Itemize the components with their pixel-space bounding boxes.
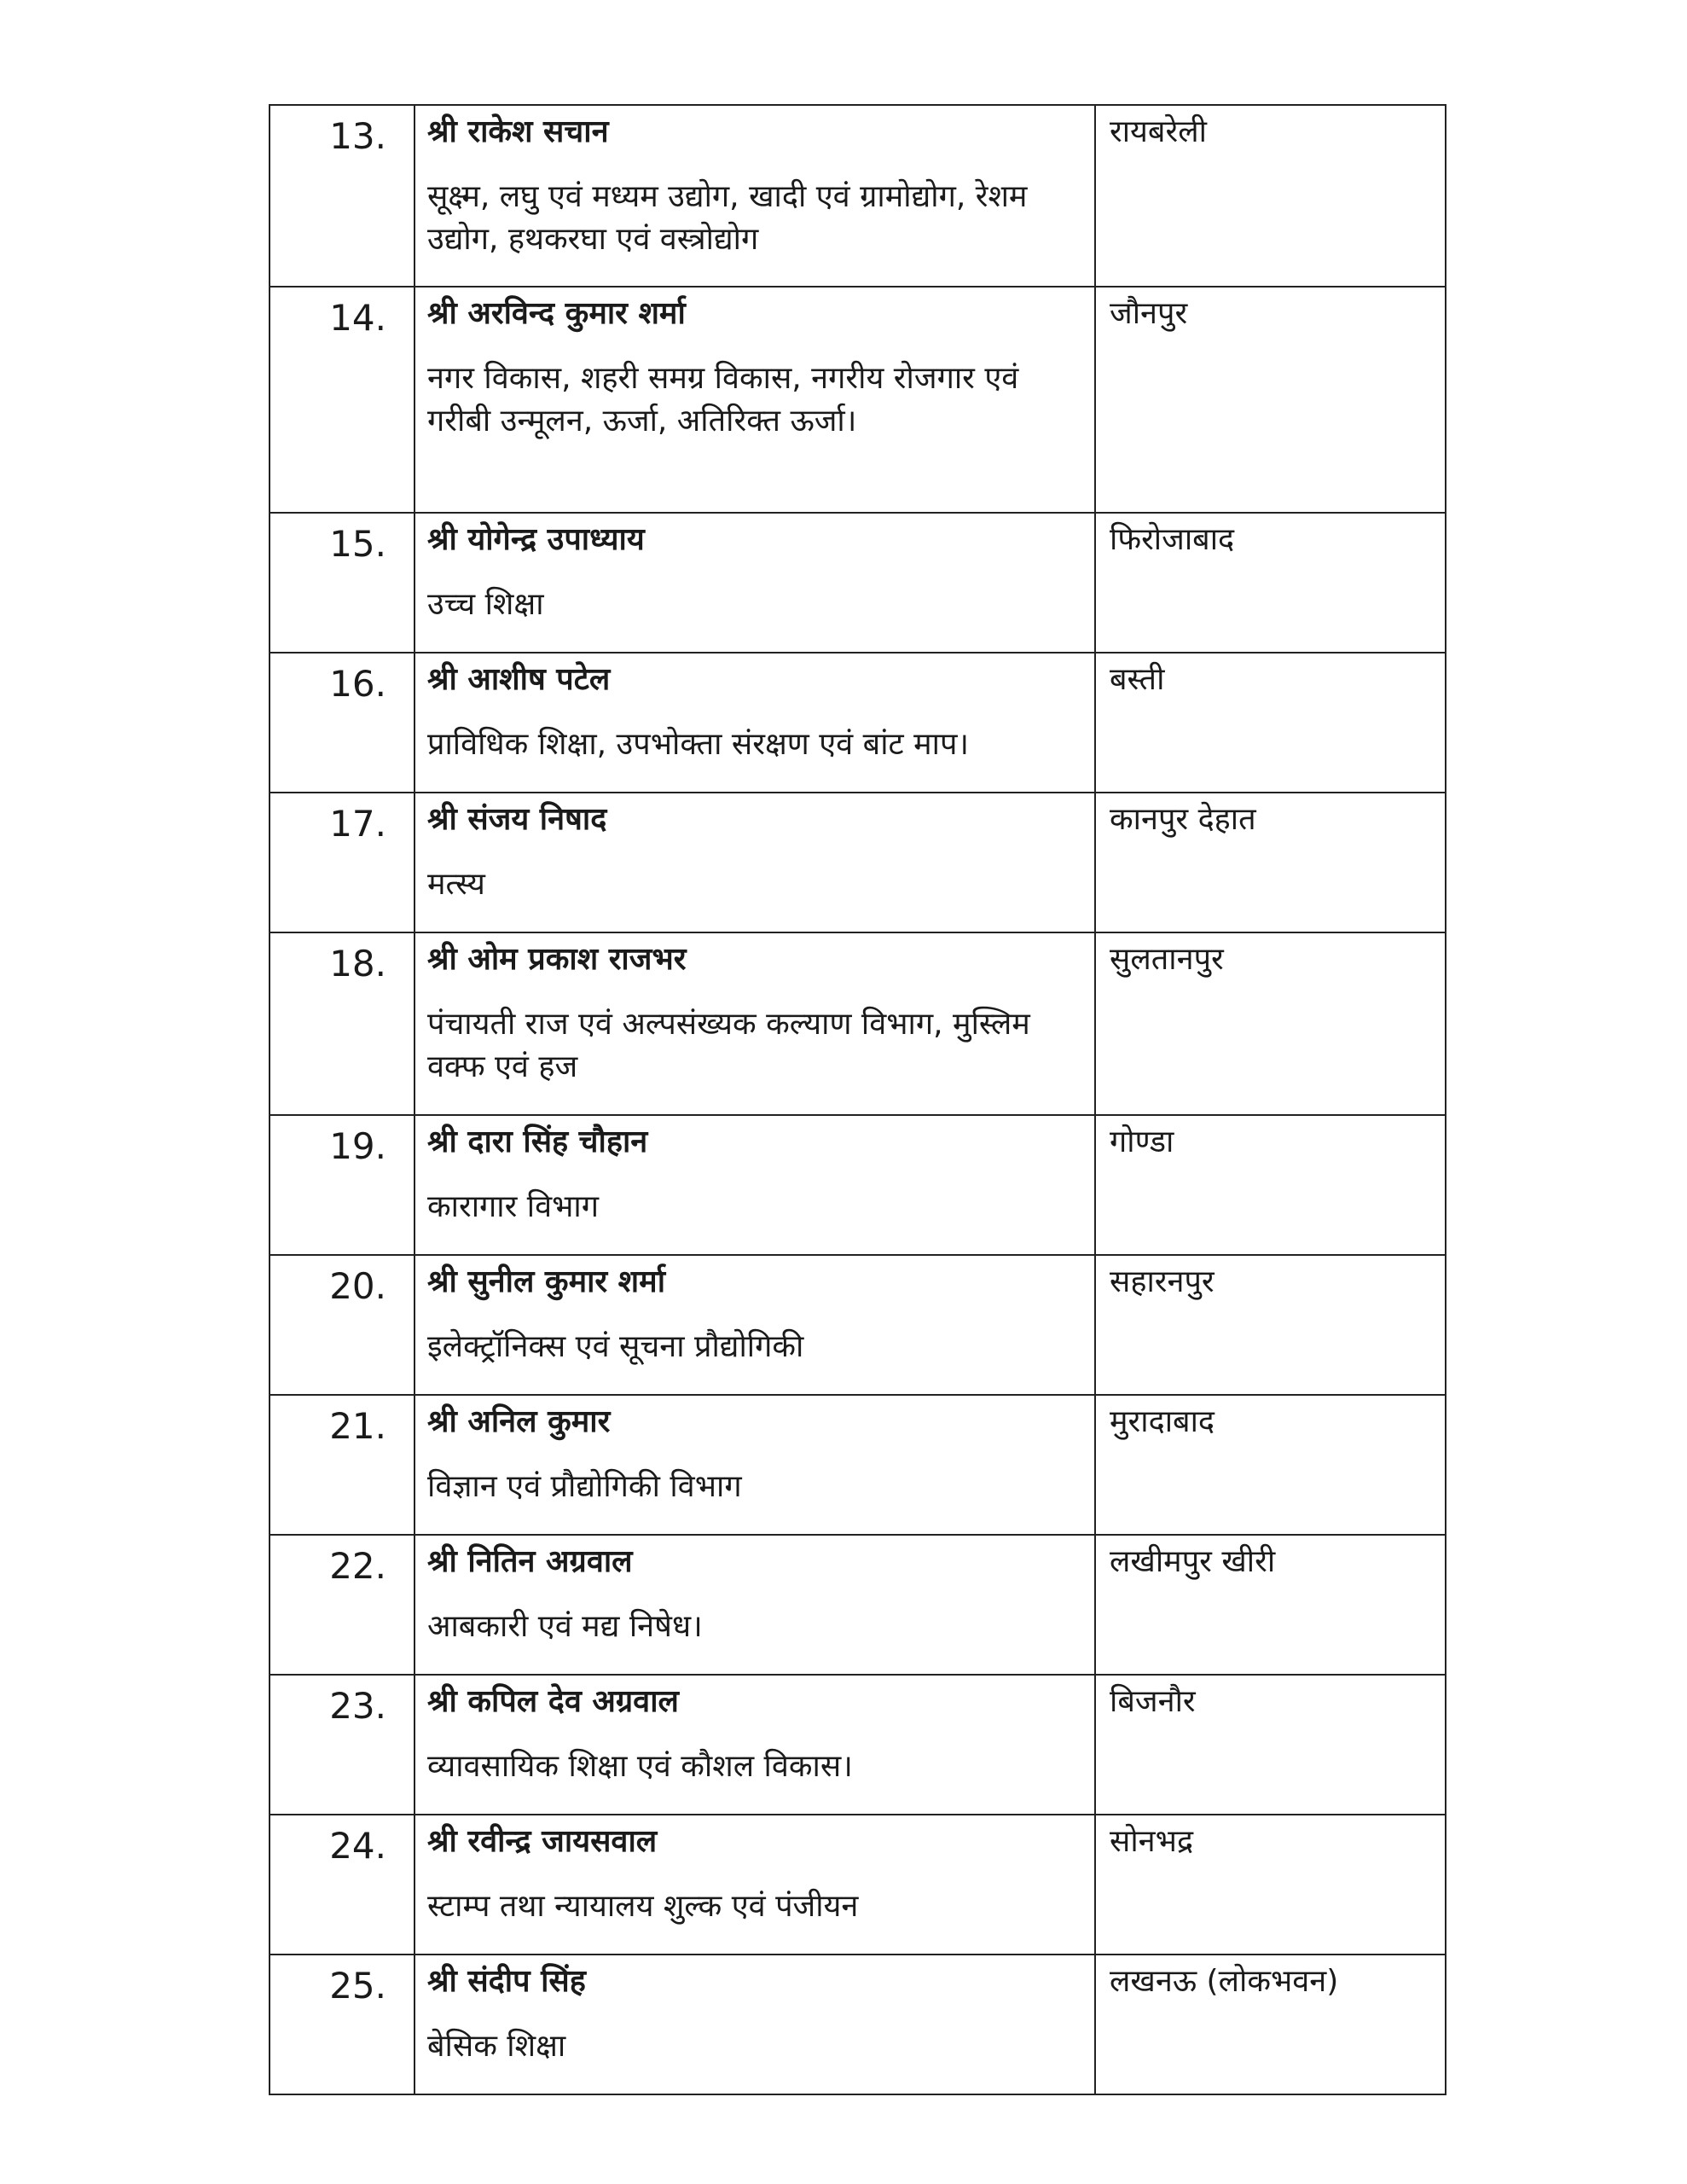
minister-name: श्री आशीष पटेल (427, 662, 611, 697)
district-cell (1095, 932, 1446, 1115)
department-text: पंचायती राज एवं अल्पसंख्यक कल्याण विभाग, मुस्लिम वक्फ एवं हज (427, 1007, 1030, 1084)
minister-cell (415, 793, 1095, 932)
serial-number: 17. (329, 803, 386, 845)
district-name: कानपुर देहात (1110, 802, 1256, 837)
serial-cell (270, 653, 415, 793)
table-row (270, 653, 1446, 793)
minister-name: श्री दारा सिंह चौहान (427, 1124, 648, 1159)
table-row (270, 1815, 1446, 1955)
minister-name: श्री सुनील कुमार शर्मा (427, 1264, 666, 1299)
minister-cell (415, 1535, 1095, 1675)
minister-name: श्री रवीन्द्र जायसवाल (427, 1824, 658, 1859)
department-text: आबकारी एवं मद्य निषेध। (427, 1609, 703, 1644)
department-text: बेसिक शिक्षा (427, 2029, 566, 2064)
district-name: सोनभद्र (1110, 1824, 1194, 1859)
minister-name: श्री अरविन्द कुमार शर्मा (427, 296, 686, 331)
serial-cell (270, 1815, 415, 1955)
serial-number: 15. (329, 523, 386, 565)
department-text: सूक्ष्म, लघु एवं मध्यम उद्योग, खादी एवं ग्रामोद्योग, रेशम उद्योग, हथकरघा एवं वस्त्रोद्योग (427, 179, 1028, 257)
district-cell (1095, 1255, 1446, 1395)
minister-cell (415, 932, 1095, 1115)
district-cell (1095, 653, 1446, 793)
table-row (270, 513, 1446, 653)
department-text: उच्च शिक्षा (427, 587, 544, 622)
district-cell (1095, 1955, 1446, 2094)
department-text: नगर विकास, शहरी समग्र विकास, नगरीय रोजगार एवं गरीबी उन्मूलन, ऊर्जा, अतिरिक्त ऊर्जा। (427, 361, 1019, 439)
ministers-table-body (270, 105, 1446, 2094)
district-name: फिरोजाबाद (1110, 522, 1235, 557)
minister-cell (415, 513, 1095, 653)
table-row (270, 932, 1446, 1115)
district-name: बिजनौर (1110, 1684, 1196, 1719)
department-text: कारागार विभाग (427, 1189, 600, 1224)
table-row (270, 1675, 1446, 1815)
district-name: सहारनपुर (1110, 1264, 1215, 1299)
district-name: बस्ती (1110, 662, 1165, 697)
district-cell (1095, 793, 1446, 932)
serial-number: 22. (329, 1545, 386, 1587)
serial-cell (270, 287, 415, 513)
district-cell (1095, 287, 1446, 513)
serial-cell (270, 1395, 415, 1535)
minister-cell (415, 1395, 1095, 1535)
serial-cell (270, 932, 415, 1115)
district-name: सुलतानपुर (1110, 942, 1224, 977)
department-text: प्राविधिक शिक्षा, उपभोक्ता संरक्षण एवं बांट माप। (427, 727, 970, 762)
table-row (270, 287, 1446, 513)
minister-cell (415, 105, 1095, 287)
serial-number: 14. (329, 297, 386, 339)
district-cell (1095, 1675, 1446, 1815)
serial-cell (270, 105, 415, 287)
table-row (270, 1955, 1446, 2094)
district-cell (1095, 1115, 1446, 1255)
district-cell (1095, 1535, 1446, 1675)
district-cell (1095, 1815, 1446, 1955)
serial-cell (270, 1675, 415, 1815)
table-row (270, 1535, 1446, 1675)
minister-name: श्री ओम प्रकाश राजभर (427, 942, 687, 977)
minister-cell (415, 1675, 1095, 1815)
minister-cell (415, 287, 1095, 513)
table-row (270, 793, 1446, 932)
serial-number: 16. (329, 663, 386, 705)
minister-cell (415, 1255, 1095, 1395)
serial-number: 20. (329, 1265, 386, 1307)
serial-cell (270, 1255, 415, 1395)
table-row (270, 1255, 1446, 1395)
minister-cell (415, 1115, 1095, 1255)
district-name: रायबरेली (1110, 114, 1207, 149)
district-name: गोण्डा (1110, 1124, 1174, 1159)
district-name: लखीमपुर खीरी (1110, 1544, 1276, 1579)
serial-cell (270, 1955, 415, 2094)
district-name: मुरादाबाद (1110, 1404, 1215, 1439)
table-row (270, 1395, 1446, 1535)
department-text: इलेक्ट्रॉनिक्स एवं सूचना प्रौद्योगिकी (427, 1329, 804, 1364)
serial-number: 18. (329, 943, 386, 985)
serial-cell (270, 1535, 415, 1675)
department-text: मत्स्य (427, 867, 485, 902)
serial-number: 24. (329, 1825, 386, 1867)
district-name: जौनपुर (1110, 296, 1188, 331)
minister-name: श्री संजय निषाद (427, 802, 607, 837)
minister-cell (415, 1815, 1095, 1955)
department-text: स्टाम्प तथा न्यायालय शुल्क एवं पंजीयन (427, 1889, 859, 1924)
department-text: विज्ञान एवं प्रौद्योगिकी विभाग (427, 1469, 742, 1504)
minister-name: श्री योगेन्द्र उपाध्याय (427, 522, 645, 557)
minister-name: श्री नितिन अग्रवाल (427, 1544, 633, 1579)
table-row (270, 105, 1446, 287)
district-cell (1095, 1395, 1446, 1535)
district-cell (1095, 513, 1446, 653)
serial-cell (270, 1115, 415, 1255)
minister-name: श्री अनिल कुमार (427, 1404, 611, 1439)
minister-name: श्री कपिल देव अग्रवाल (427, 1684, 679, 1719)
serial-cell (270, 513, 415, 653)
minister-cell (415, 1955, 1095, 2094)
serial-number: 13. (329, 115, 386, 157)
table-row (270, 1115, 1446, 1255)
ministers-table (269, 104, 1446, 2095)
serial-number: 25. (329, 1965, 386, 2007)
district-cell (1095, 105, 1446, 287)
district-name: लखनऊ (लोकभवन) (1110, 1964, 1339, 1999)
department-text: व्यावसायिक शिक्षा एवं कौशल विकास। (427, 1749, 853, 1784)
serial-number: 21. (329, 1405, 386, 1447)
minister-name: श्री संदीप सिंह (427, 1964, 586, 1999)
minister-cell (415, 653, 1095, 793)
serial-number: 23. (329, 1685, 386, 1727)
serial-number: 19. (329, 1125, 386, 1167)
minister-name: श्री राकेश सचान (427, 114, 609, 149)
serial-cell (270, 793, 415, 932)
